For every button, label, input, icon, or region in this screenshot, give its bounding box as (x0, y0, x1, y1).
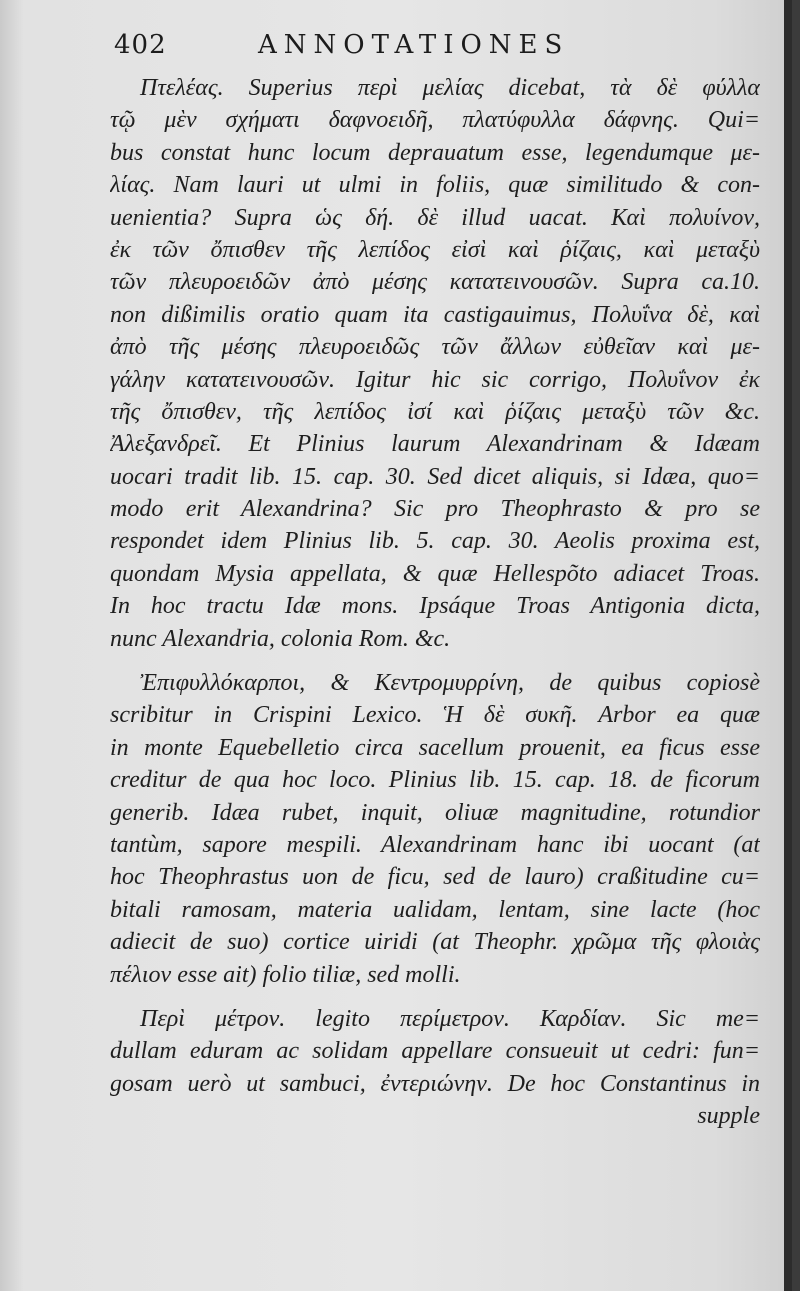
text-line: uocari tradit lib. 15. cap. 30. Sed dicet aliquis, si Idæa, quo= (110, 463, 760, 490)
text-line: Πτελέας. Superius περὶ μελίας dicebat, τὰ δὲ φύλλα (140, 75, 760, 101)
text-line: πέλιον esse ait) folio tiliæ, sed molli. (110, 961, 461, 988)
text-line: generib. Idæa rubet, inquit, oliuæ magnitudine, rotundior (110, 799, 760, 826)
text-line: modo erit Alexandrina? Sic pro Theophrasto & pro se (110, 496, 760, 523)
text-line: respondet idem Plinius lib. 5. cap. 30. Aeolis proxima est, (110, 528, 760, 555)
text-line: non dißimilis oratio quam ita castigauimus, Πολυΐνα δὲ, καὶ (110, 301, 760, 328)
text-line: τῶν πλευροειδῶν ἀπὸ μέσης κατατεινουσῶν. Supra ca.10. (110, 269, 760, 296)
text-line: ἐκ τῶν ὄπισθεν τῆς λεπίδος εἰσὶ καὶ ῥίζαις, καὶ μεταξὺ (110, 236, 760, 263)
catchword: supple (697, 1103, 760, 1130)
text-line: in monte Equebelletio circa sacellum prouenit, ea ficus esse (110, 734, 760, 761)
text-line: scribitur in Crispini Lexico. Ἡ δὲ συκῆ. Arbor ea quæ (110, 702, 760, 729)
text-line: Ἀλεξανδρεῖ. Et Plinius laurum Alexandrinam & Idæam (110, 431, 760, 458)
text-line: λίας. Nam lauri ut ulmi in foliis, quæ similitudo & con- (110, 172, 760, 199)
text-line: adiecit de suo) cortice uiridi (at Theophr. χρῶμα τῆς φλοιὰς (110, 929, 760, 956)
text-line: bus constat hunc locum deprauatum esse, legendumque με- (110, 139, 760, 166)
text-line: creditur de qua hoc loco. Plinius lib. 15. cap. 18. de ficorum (110, 767, 760, 794)
page-edge-shadow (784, 0, 792, 1291)
text-line: uenientia? Supra ὡς δή. δὲ illud uacat. Καὶ πολυίνον, (110, 204, 760, 231)
text-line: tantùm, sapore mespili. Alexandrinam hanc ibi uocant (at (110, 831, 760, 858)
text-line: Περὶ μέτρον. legito περίμετρον. Καρδίαν. Sic me= (140, 1005, 760, 1032)
running-head: ANNOTATIONES (258, 30, 570, 60)
text-line: bitali ramosam, materia ualidam, lentam, sine lacte (hoc (110, 896, 760, 923)
body-text (110, 72, 760, 1133)
text-line: quondam Mysia appellata, & quæ Hellespõto adiacet Troas. (110, 560, 760, 587)
text-line: In hoc tractu Idæ mons. Ipsáque Troas Antigonia dicta, (110, 593, 760, 620)
page-number: 402 (114, 30, 167, 60)
text-line: nunc Alexandria, colonia Rom. &c. (110, 625, 451, 652)
text-line: dullam eduram ac solidam appellare consueuit ut cedri: fun= (110, 1038, 760, 1065)
text-line: τῆς ὄπισθεν, τῆς λεπίδος ἰσί καὶ ῥίζαις μεταξὺ τῶν &c. (110, 398, 760, 425)
text-line: gosam uerò ut sambuci, ἐντεριώνην. De hoc Constantinus in (110, 1070, 760, 1097)
text-line: γάλην κατατεινουσῶν. Igitur hic sic corrigo, Πολυΐνον ἐκ (110, 366, 760, 393)
text-line: Ἐπιφυλλόκαρποι, & Κεντρομυρρίνη, de quibus copiosè (140, 670, 760, 697)
text-line: τῷ μὲν σχήματι δαφνοειδῆ, πλατύφυλλα δάφνης. Qui= (110, 107, 760, 134)
text-line: ἀπὸ τῆς μέσης πλευροειδῶς τῶν ἄλλων εὐθεῖαν καὶ με- (110, 334, 760, 361)
text-line: hoc Theophrastus uon de ficu, sed de lauro) craßitudine cu= (110, 864, 760, 891)
